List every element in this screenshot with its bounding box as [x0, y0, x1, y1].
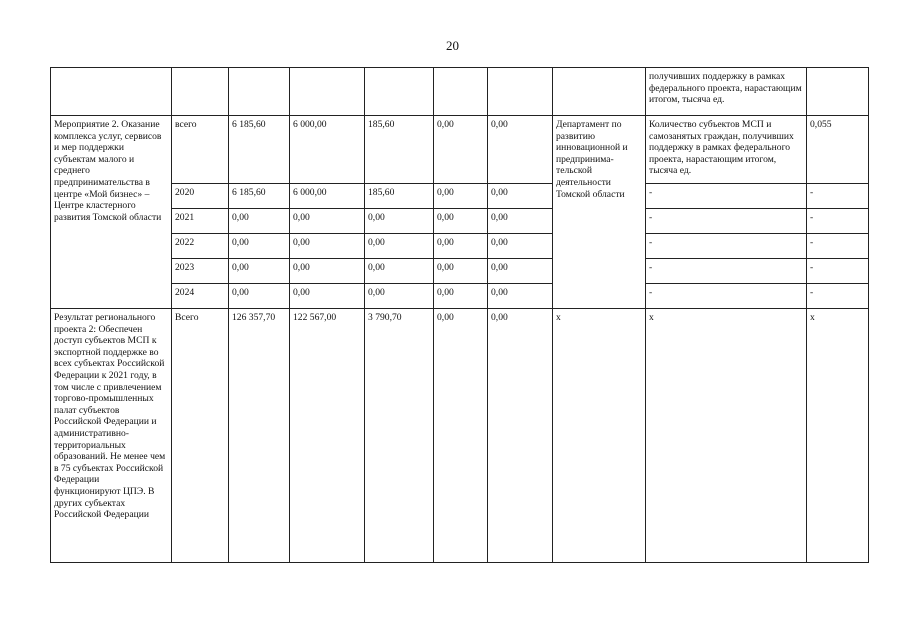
total-cell: 0,00	[229, 259, 290, 284]
amount-cell: 185,60	[365, 184, 434, 209]
table-row-year	[51, 184, 869, 209]
amount-cell: 0,00	[365, 234, 434, 259]
indicator-cell: -	[646, 184, 807, 209]
table-cell	[553, 68, 646, 116]
amount-cell: 0,00	[290, 234, 365, 259]
amount-cell: 0,00	[290, 284, 365, 309]
page-number: 20	[446, 38, 459, 53]
period-cell: 2022	[172, 234, 229, 259]
period-cell: 2023	[172, 259, 229, 284]
indicator-value-cell: -	[807, 259, 869, 284]
amount-cell: 0,00	[488, 184, 553, 209]
table-row-continuation	[51, 68, 869, 116]
amount-cell: 6 000,00	[290, 184, 365, 209]
indicator-value-cell: -	[807, 234, 869, 259]
period-cell: 2024	[172, 284, 229, 309]
table-row-year	[51, 234, 869, 259]
amount-cell: 0,00	[434, 259, 488, 284]
indicator-value-cell: -	[807, 184, 869, 209]
total-cell: 6 185,60	[229, 184, 290, 209]
amount-cell: 0,00	[488, 116, 553, 184]
table-cell	[434, 68, 488, 116]
indicator-cell: получивших поддержку в рамках федерального проекта, нарастающим итогом, тысяча ед.	[646, 68, 807, 116]
table-cell	[365, 68, 434, 116]
total-cell: 0,00	[229, 234, 290, 259]
total-cell: 0,00	[229, 209, 290, 234]
indicator-value-cell: 0,055	[807, 116, 869, 184]
period-cell: 2020	[172, 184, 229, 209]
indicator-cell: -	[646, 209, 807, 234]
indicator-value-cell: x	[807, 309, 869, 563]
indicator-value-cell: -	[807, 209, 869, 234]
amount-cell: 0,00	[434, 184, 488, 209]
period-cell: Всего	[172, 309, 229, 563]
total-cell: 126 357,70	[229, 309, 290, 563]
table-row-result	[51, 309, 869, 563]
indicator-value-cell: -	[807, 284, 869, 309]
table-cell	[51, 68, 172, 116]
amount-cell: 0,00	[290, 209, 365, 234]
amount-cell: 185,60	[365, 116, 434, 184]
amount-cell: 0,00	[488, 284, 553, 309]
table-row-activity-total	[51, 116, 869, 184]
program-table	[50, 67, 869, 563]
amount-cell: 0,00	[488, 259, 553, 284]
amount-cell: 122 567,00	[290, 309, 365, 563]
indicator-cell: -	[646, 234, 807, 259]
amount-cell: 0,00	[434, 209, 488, 234]
amount-cell: 0,00	[488, 309, 553, 563]
amount-cell: 0,00	[365, 284, 434, 309]
executor-cell: x	[553, 309, 646, 563]
executor-cell: Департамент по развитию инновационной и предпринима-тельской деятельности Томской области	[553, 116, 646, 309]
table-cell	[290, 68, 365, 116]
amount-cell: 0,00	[434, 234, 488, 259]
total-cell: 6 185,60	[229, 116, 290, 184]
amount-cell: 0,00	[488, 234, 553, 259]
table-cell	[488, 68, 553, 116]
table-cell	[229, 68, 290, 116]
indicator-cell: -	[646, 284, 807, 309]
amount-cell: 3 790,70	[365, 309, 434, 563]
activity-name: Мероприятие 2. Оказание комплекса услуг, сервисов и мер поддержки субъектам малого и среднего предпринимательства в центре «Мой бизнес» – Центре кластерного развития Томской области	[51, 116, 172, 309]
table-row-year	[51, 259, 869, 284]
amount-cell: 0,00	[434, 116, 488, 184]
amount-cell: 0,00	[488, 209, 553, 234]
period-cell: всего	[172, 116, 229, 184]
total-cell: 0,00	[229, 284, 290, 309]
amount-cell: 0,00	[434, 309, 488, 563]
table-row-year	[51, 284, 869, 309]
amount-cell: 0,00	[290, 259, 365, 284]
period-cell: 2021	[172, 209, 229, 234]
result-name: Результат регионального проекта 2: Обеспечен доступ субъектов МСП к экспортной поддержке во всех субъектах Российской Федерации к 2021 году, в том числе с привлечением торгово-промышленных палат субъектов Российской Федерации и административно-территориальных образований. Не менее чем в 75 субъектах Российской Федерации функционируют ЦПЭ. В других субъектах Российской Федерации	[51, 309, 172, 563]
indicator-cell: Количество субъектов МСП и самозанятых граждан, получивших поддержку в рамках федерального проекта, нарастающим итогом, тысяча ед.	[646, 116, 807, 184]
amount-cell: 0,00	[365, 259, 434, 284]
table-cell	[172, 68, 229, 116]
table-row-year	[51, 209, 869, 234]
indicator-cell: x	[646, 309, 807, 563]
table-cell	[807, 68, 869, 116]
amount-cell: 0,00	[365, 209, 434, 234]
amount-cell: 0,00	[434, 284, 488, 309]
indicator-cell: -	[646, 259, 807, 284]
amount-cell: 6 000,00	[290, 116, 365, 184]
